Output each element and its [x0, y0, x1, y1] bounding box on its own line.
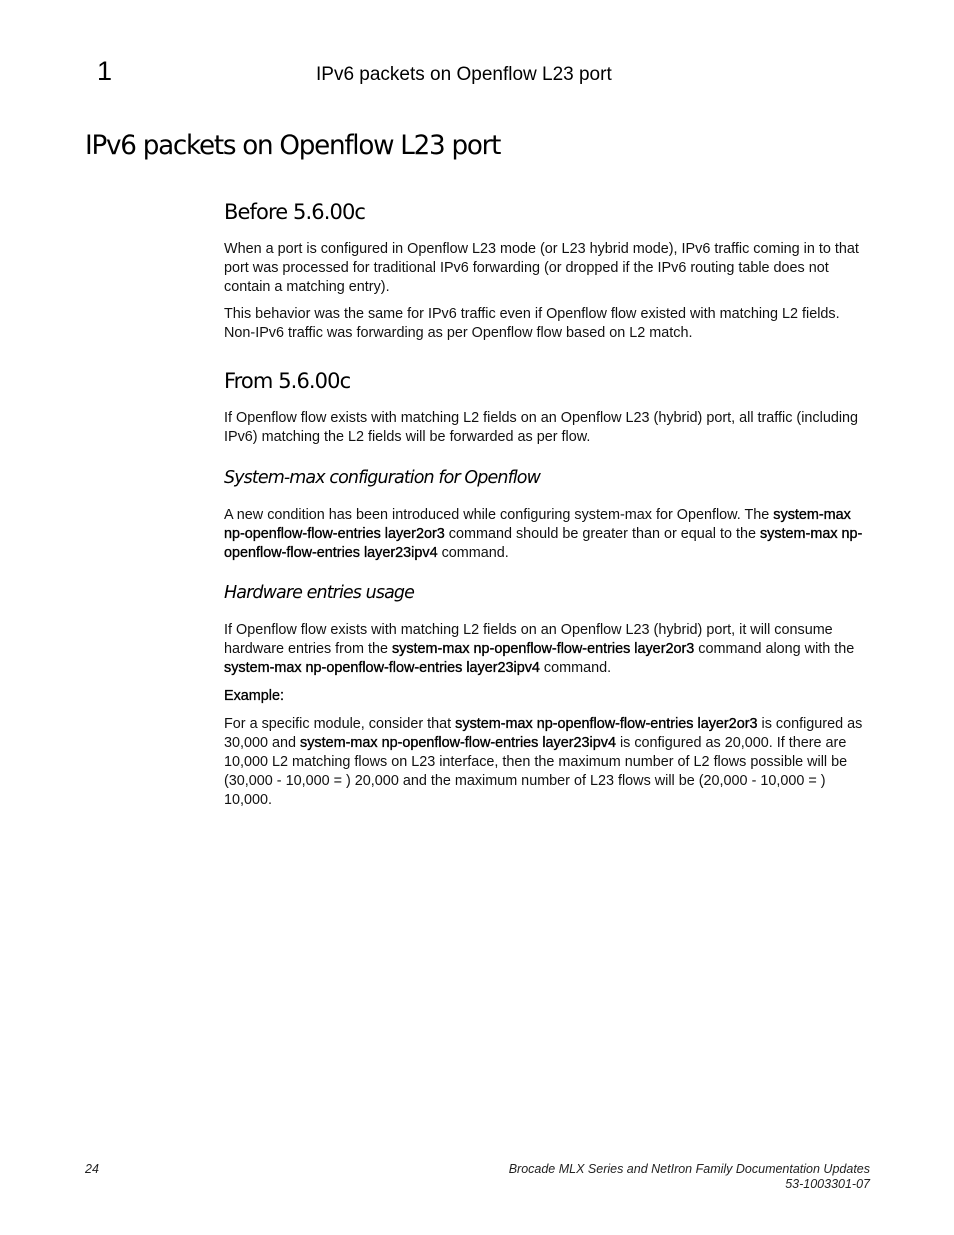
- chapter-number: 1: [97, 56, 113, 86]
- footer-page-number: 24: [85, 1162, 99, 1176]
- running-header-title: IPv6 packets on Openflow L23 port: [316, 64, 612, 85]
- footer-document-title: Brocade MLX Series and NetIron Family Documentation Updates: [508, 1162, 870, 1176]
- from-paragraph-1-block: [224, 409, 869, 447]
- example-command-layer2or3: system-max np-openflow-flow-entries layer2or3: [455, 716, 758, 732]
- footer-document-info: [509, 1162, 870, 1192]
- example-paragraph-block: [224, 715, 869, 810]
- sysmax-command-layer23ipv4: system-max np-openflow-flow-entries layer23ipv4: [224, 526, 863, 561]
- example-label-block: [224, 687, 869, 705]
- example-text-1: For a specific module, consider that: [224, 716, 456, 732]
- before-paragraph-1-block: [224, 240, 869, 297]
- example-label: Example:: [224, 688, 284, 704]
- hardware-paragraph-block: [224, 621, 869, 678]
- sysmax-text-1: A new condition has been introduced while configuring system-max for Openflow. The: [224, 507, 774, 523]
- sysmax-paragraph: [224, 506, 869, 563]
- hardware-command-layer2or3: system-max np-openflow-flow-entries layer2or3: [391, 641, 695, 657]
- sysmax-text-2: command should be greater than or equal to the: [444, 526, 760, 542]
- section-heading-before: Before 5.6.00c: [224, 200, 366, 224]
- example-text-2: is configured as 30,000 and: [224, 716, 863, 751]
- hardware-paragraph: [224, 621, 869, 678]
- sysmax-text-3: command.: [437, 545, 509, 561]
- example-text-3: is configured as 20,000. If there are 10,000 L2 matching flows on L23 interface, then the maximum number of L2 flows possible will be (30,000 - 10,000 = ) 20,000 and the maximum number of L23 flows will be (20,000 - 10,000 = ) 10,000.: [224, 735, 848, 808]
- hardware-text-3: command.: [539, 660, 612, 676]
- before-paragraph-2: This behavior was the same for IPv6 traffic even if Openflow flow existed with matching L2 fields. Non-IPv6 traffic was forwarding as per Openflow flow based on L2 match.: [224, 306, 840, 341]
- hardware-command-layer23ipv4: system-max np-openflow-flow-entries layer23ipv4: [224, 660, 540, 676]
- section-heading-from: From 5.6.00c: [224, 369, 351, 393]
- section-from: [224, 369, 869, 393]
- page-title: IPv6 packets on Openflow L23 port: [85, 130, 501, 161]
- example-paragraph: [224, 715, 869, 810]
- subsection-sysmax: [224, 468, 869, 488]
- from-paragraph-1: If Openflow flow exists with matching L2 fields on an Openflow L23 (hybrid) port, all traffic (including IPv6) matching the L2 fields will be forwarded as per flow.: [224, 410, 859, 445]
- before-paragraph-2-block: [224, 305, 869, 343]
- footer-document-number: 53-1003301-07: [785, 1177, 870, 1191]
- before-paragraph-1: When a port is configured in Openflow L23 mode (or L23 hybrid mode), IPv6 traffic coming in to that port was processed for traditional IPv6 forwarding (or dropped if the IPv6 routing table does not contain a matching entry).: [224, 241, 859, 295]
- sysmax-command-layer2or3: system-max np-openflow-flow-entries layer2or3: [224, 507, 851, 542]
- section-before: [224, 200, 869, 224]
- example-command-layer23ipv4: system-max np-openflow-flow-entries layer23ipv4: [300, 735, 616, 751]
- sysmax-paragraph-block: [224, 506, 869, 563]
- hardware-text-1: If Openflow flow exists with matching L2 fields on an Openflow L23 (hybrid) port, it will consume hardware entries from the: [224, 622, 833, 657]
- subsection-heading-hardware: Hardware entries usage: [224, 583, 414, 603]
- hardware-text-2: command along with the: [694, 641, 855, 657]
- subsection-heading-sysmax: System-max configuration for Openflow: [224, 468, 541, 488]
- subsection-hardware: [224, 583, 869, 603]
